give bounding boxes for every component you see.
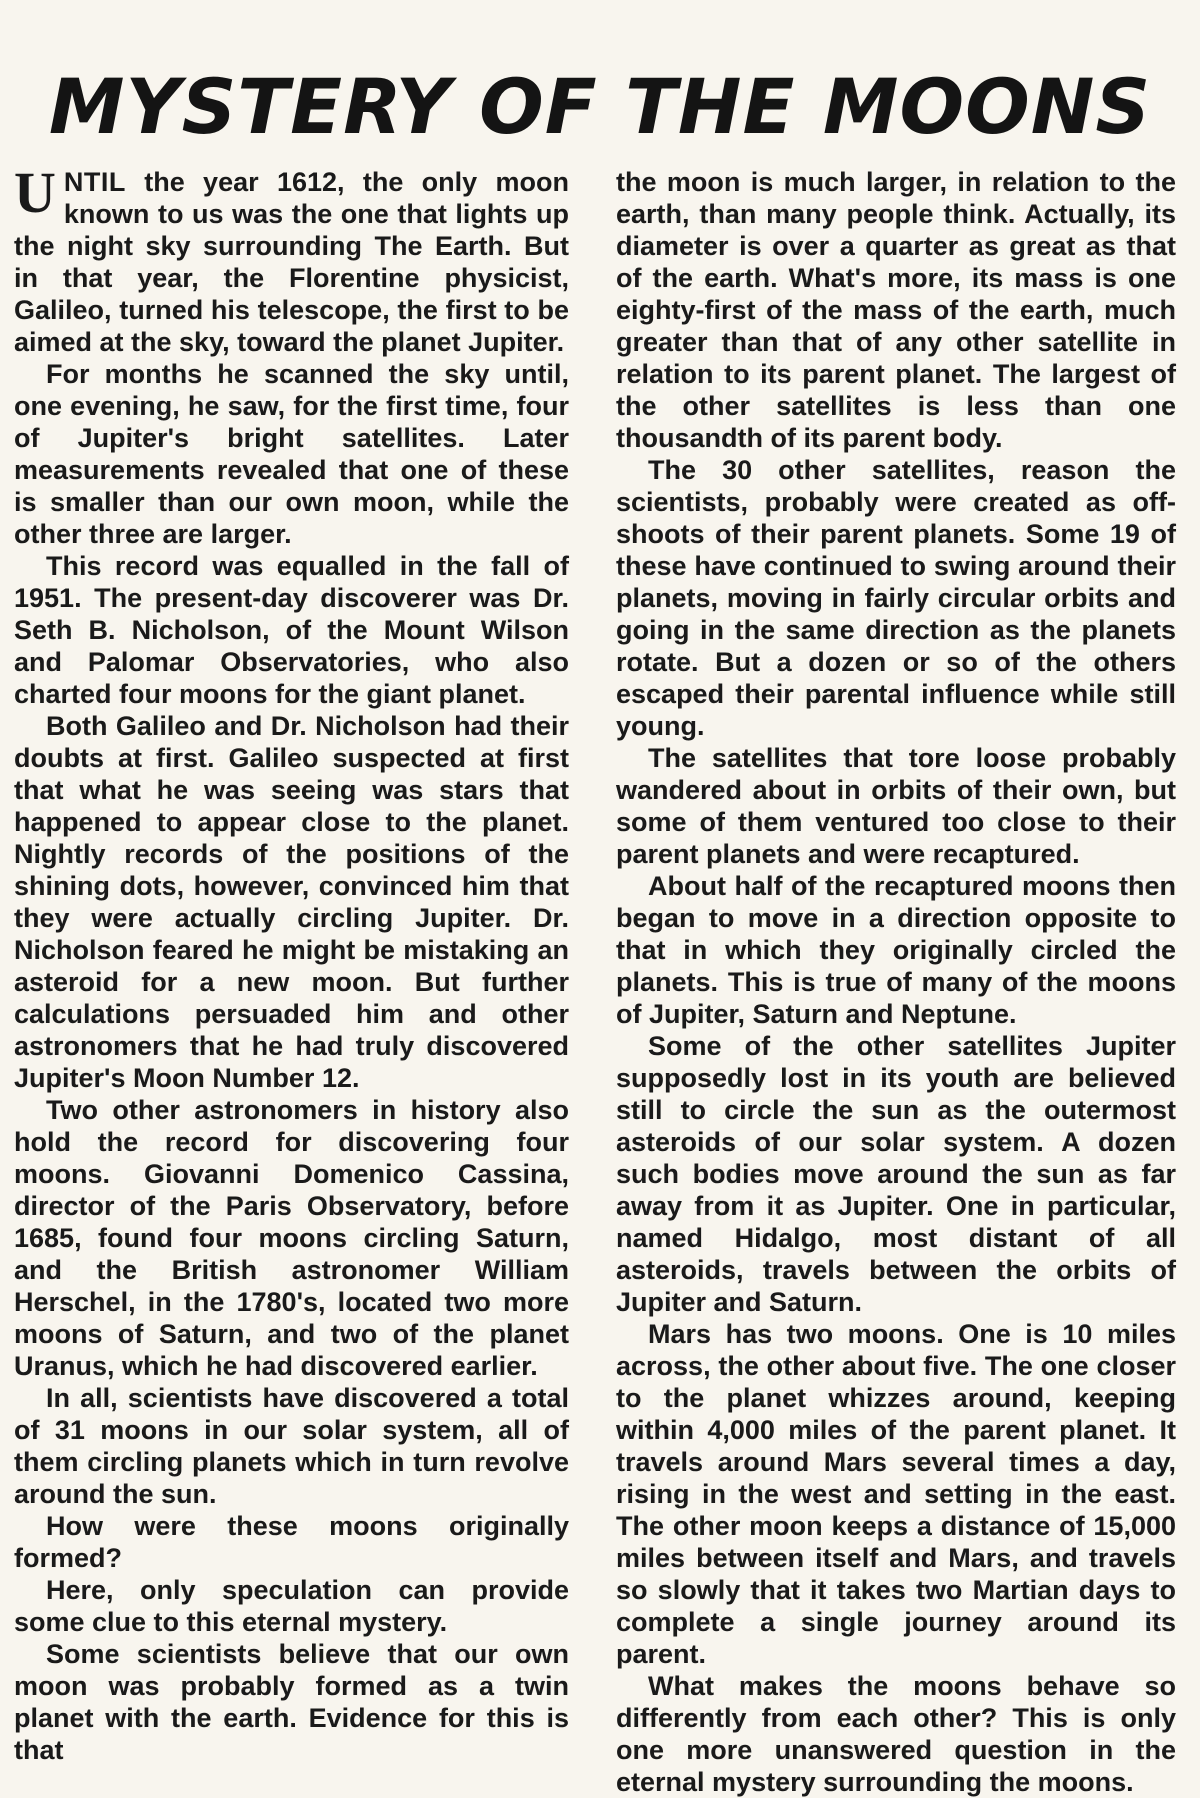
paragraph (14, 160, 569, 358)
paragraph: In all, scientists have discovered a total of 31 moons in our solar system, all of them circling planets which in turn revolve around the sun. (14, 1383, 569, 1509)
article-title: MYSTERY OF THE MOONS (48, 62, 1152, 151)
paragraph: Here, only speculation can provide some clue to this eternal mystery. (14, 1575, 569, 1637)
paragraph: Two other astronomers in history also hold the record for discovering four moons. Giovanni Domenico Cassina, director of the Paris Observatory, before 1685, found four moons circling Saturn, and the British astronomer William Herschel, in the 1780's, located two more moons of Saturn, and two of the planet Uranus, which he had discovered earlier. (14, 1095, 569, 1381)
paragraph: Mars has two moons. One is 10 miles across, the other about five. The one closer to the planet whizzes around, keeping within 4,000 miles of the parent planet. It travels around Mars several times a day, rising in the west and setting in the east. The other moon keeps a distance of 15,000 miles between itself and Mars, and travels so slowly that it takes two Martian days to complete a single journey around its parent. (616, 1319, 1176, 1669)
paragraph: The 30 other satellites, reason the scientists, probably were created as off-shoots of their parent planets. Some 19 of these have continued to swing around their planets, moving in fairly circular orbits and going in the same direction as the planets rotate. But a dozen or so of the others escaped their parental influence while still young. (616, 455, 1176, 741)
paragraph: About half of the recaptured moons then began to move in a direction opposite to that in which they originally circled the planets. This is true of many of the moons of Jupiter, Saturn and Neptune. (616, 871, 1176, 1029)
paragraph: What makes the moons behave so differently from each other? This is only one more unanswered question in the eternal mystery surrounding the moons. (616, 1671, 1176, 1797)
drop-cap: U (14, 160, 56, 225)
paragraph-text: the year 1612, the only moon known to us was the one that lights up the night sky surrounding The Earth. But in that year, the Florentine physicist, Galileo, turned his telescope, the first to be aimed at the sky, toward the planet Jupiter. (14, 167, 569, 357)
left-column (14, 160, 569, 1766)
paragraph: For months he scanned the sky until, one evening, he saw, for the first time, four of Jupiter's bright satellites. Later measurements revealed that one of these is smaller than our own moon, while the other three are larger. (14, 359, 569, 549)
paragraph: The satellites that tore loose probably wandered about in orbits of their own, but some of them ventured too close to their parent planets and were recaptured. (616, 743, 1176, 869)
paragraph: Some of the other satellites Jupiter supposedly lost in its youth are believed still to circle the sun as the outermost asteroids of our solar system. A dozen such bodies move around the sun as far away from it as Jupiter. One in particular, named Hidalgo, most distant of all asteroids, travels between the orbits of Jupiter and Saturn. (616, 1031, 1176, 1317)
paragraph: the moon is much larger, in relation to the earth, than many people think. Actually, its diameter is over a quarter as great as that of the earth. What's more, its mass is one eighty-first of the mass of the earth, much greater than that of any other satellite in relation to its parent planet. The largest of the other satellites is less than one thousandth of its parent body. (616, 167, 1176, 453)
right-column (616, 166, 1176, 1798)
paragraph: This record was equalled in the fall of 1951. The present-day discoverer was Dr. Seth B. Nicholson, of the Mount Wilson and Palomar Observatories, who also charted four moons for the giant planet. (14, 551, 569, 709)
lead-in: NTIL (63, 167, 126, 197)
paragraph: Some scientists believe that our own moon was probably formed as a twin planet with the earth. Evidence for this is that (14, 1639, 569, 1765)
paragraph: How were these moons originally formed? (14, 1511, 569, 1573)
paragraph: Both Galileo and Dr. Nicholson had their doubts at first. Galileo suspected at first that what he was seeing was stars that happened to appear close to the planet. Nightly records of the positions of the shining dots, however, convinced him that they were actually circling Jupiter. Dr. Nicholson feared he might be mistaking an asteroid for a new moon. But further calculations persuaded him and other astronomers that he had truly discovered Jupiter's Moon Number 12. (14, 711, 569, 1093)
